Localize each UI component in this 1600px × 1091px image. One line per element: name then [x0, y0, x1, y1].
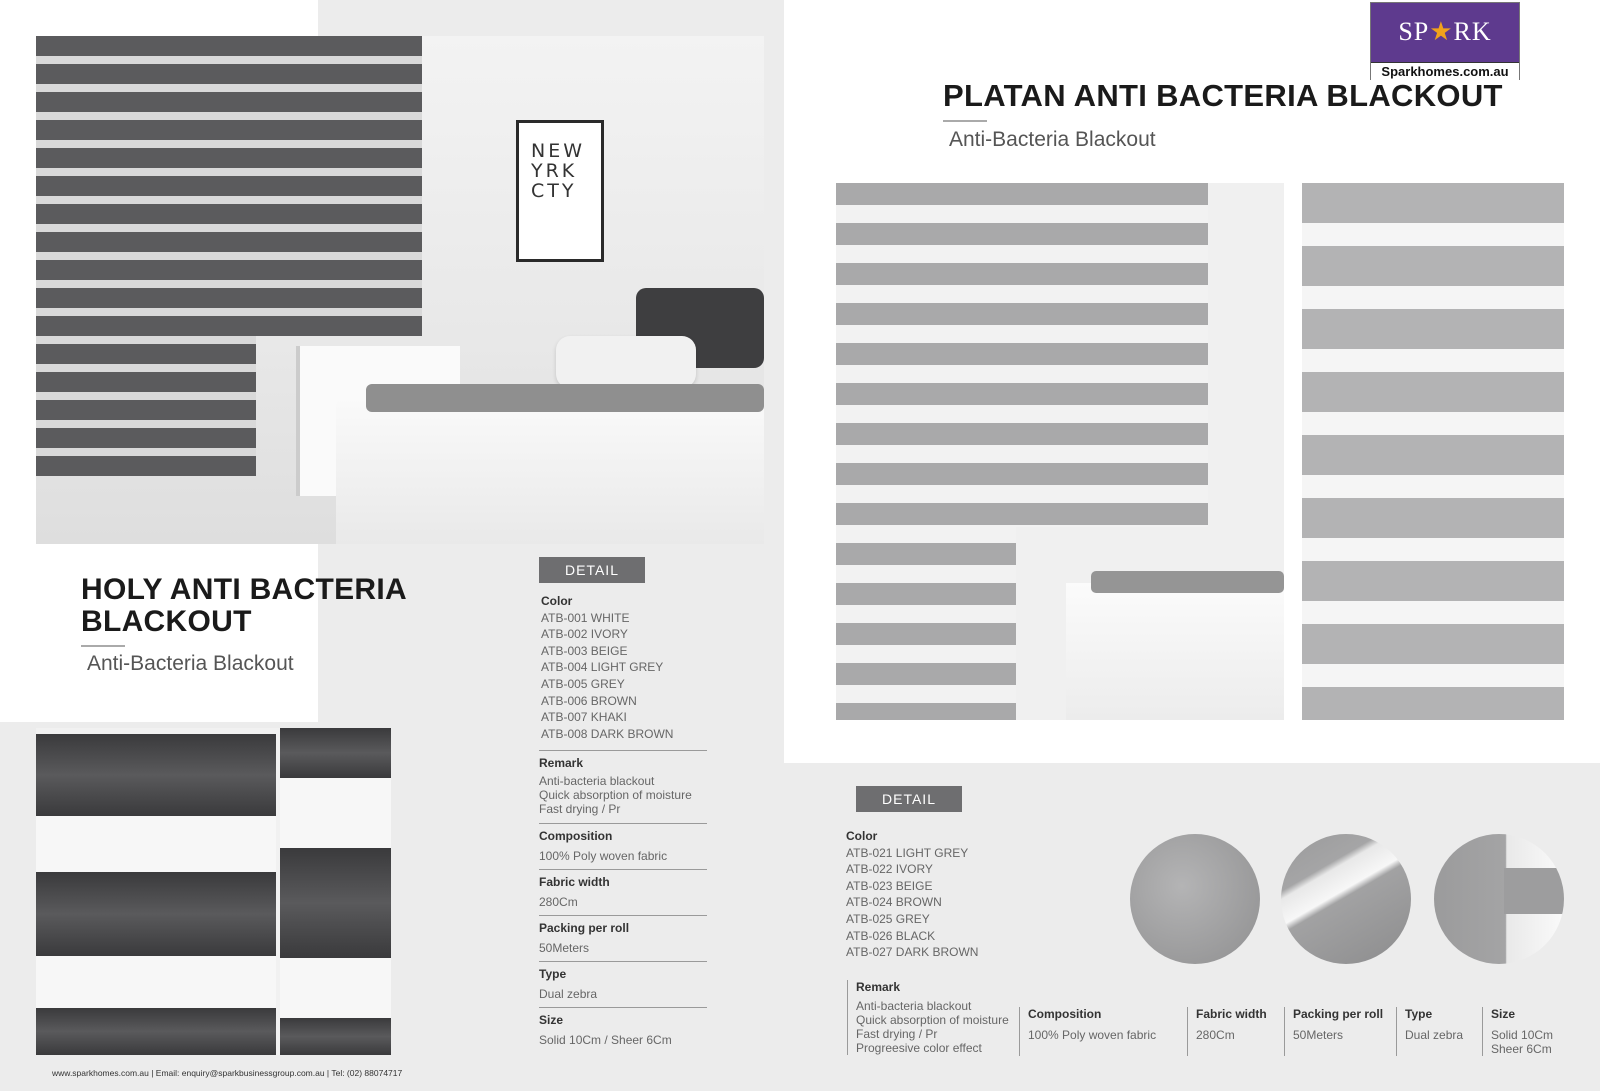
stripe-band: [1504, 868, 1564, 914]
holy-packing: Packing per roll 50Meters: [539, 915, 707, 955]
list-item: ATB-003 BEIGE: [541, 643, 628, 658]
logo-url: Sparkhomes.com.au: [1381, 64, 1509, 79]
platan-detail-badge: DETAIL: [856, 786, 962, 812]
dark-zebra-blind-left: [36, 36, 256, 476]
fabric-band: [36, 1008, 276, 1055]
fabric-band: [280, 1018, 391, 1055]
platan-bedroom-photo: [836, 183, 1284, 720]
bed: [336, 396, 764, 544]
fabric-band: [36, 956, 276, 1008]
list-item: ATB-006 BROWN: [541, 693, 637, 708]
fabric-band: [280, 728, 391, 778]
list-item: ATB-007 KHAKI: [541, 710, 627, 725]
footer-contact: www.sparkhomes.com.au | Email: enquiry@sparkbusinessgroup.com.au | Tel: (02) 88074717: [52, 1068, 403, 1078]
bed-throw: [1091, 571, 1284, 593]
fabric-band: [280, 778, 391, 848]
list-item: ATB-021 LIGHT GREY: [846, 845, 969, 860]
bed: [1066, 583, 1284, 720]
platan-size: Size Solid 10Cm Sheer 6Cm: [1482, 1007, 1553, 1056]
list-item: ATB-027 DARK BROWN: [846, 945, 979, 960]
fabric-band: [280, 958, 391, 1018]
holy-bedroom-photo: [36, 36, 764, 544]
list-item: ATB-023 BEIGE: [846, 878, 933, 893]
list-item: ATB-022 IVORY: [846, 862, 933, 877]
fabric-band: [36, 816, 276, 872]
fabric-swatch-solid: [1130, 834, 1260, 964]
fabric-band: [36, 734, 276, 816]
holy-type: Type Dual zebra: [539, 961, 707, 1001]
list-item: ATB-002 IVORY: [541, 627, 628, 642]
holy-color-list: Color ATB-001 WHITE ATB-002 IVORY ATB-003 BEIGE ATB-004 LIGHT GREY ATB-005 GREY ATB-006 BROWN ATB-007 KHAKI ATB-008 DARK BROWN: [541, 594, 674, 741]
platan-subtitle: Anti-Bacteria Blackout: [949, 128, 1156, 151]
platan-color-list: Color ATB-021 LIGHT GREY ATB-022 IVORY ATB-023 BEIGE ATB-024 BROWN ATB-025 GREY ATB-026 BLACK ATB-027 DARK BROWN: [846, 829, 979, 960]
bed-throw: [366, 384, 764, 412]
star-icon: ★: [1429, 17, 1454, 46]
spark-logo[interactable]: [1370, 2, 1520, 80]
holy-detail-badge: DETAIL: [539, 557, 645, 583]
list-item: ATB-026 BLACK: [846, 928, 936, 943]
platan-packing: Packing per roll 50Meters: [1284, 1007, 1383, 1056]
platan-closeup-photo: [1302, 183, 1564, 720]
holy-size: Size Solid 10Cm / Sheer 6Cm: [539, 1007, 707, 1047]
platan-composition: Composition 100% Poly woven fabric: [1019, 1007, 1156, 1056]
platan-remark: Remark Anti-bacteria blackout Quick absorption of moisture Fast drying / Pr Progreesive color effect: [847, 980, 1009, 1055]
light-zebra-blind-right: [1012, 183, 1208, 527]
light-pillow: [556, 336, 696, 388]
fabric-swatch-stripe: [1434, 834, 1564, 964]
logo-band: [1371, 3, 1519, 62]
title-underline: [943, 120, 987, 122]
list-item: ATB-008 DARK BROWN: [541, 726, 674, 741]
light-zebra-blind-left: [836, 183, 1016, 720]
list-item: ATB-004 LIGHT GREY: [541, 660, 664, 675]
logo-wordmark: SP★RK: [1398, 17, 1492, 46]
fabric-band: [36, 872, 276, 956]
fabric-band: [280, 848, 391, 958]
platan-title: PLATAN ANTI BACTERIA BLACKOUT: [943, 78, 1503, 113]
holy-composition: Composition 100% Poly woven fabric: [539, 823, 707, 863]
list-item: ATB-025 GREY: [846, 911, 930, 926]
title-underline: [81, 645, 125, 647]
list-item: ATB-005 GREY: [541, 676, 625, 691]
fabric-swatch-texture: [1281, 834, 1411, 964]
poster-text: NEW YRK CTY: [531, 140, 586, 202]
poster-frame: [516, 120, 604, 262]
holy-remark: Remark Anti-bacteria blackout Quick absorption of moisture Fast drying / Pr: [539, 750, 707, 816]
list-item: ATB-001 WHITE: [541, 610, 630, 625]
holy-fabric-closeup-photo: [36, 728, 391, 1055]
holy-fabric-width: Fabric width 280Cm: [539, 869, 707, 909]
dark-zebra-blind-right: [252, 36, 422, 336]
list-item: ATB-024 BROWN: [846, 895, 942, 910]
holy-title: HOLY ANTI BACTERIA BLACKOUT: [81, 573, 407, 638]
platan-type: Type Dual zebra: [1396, 1007, 1463, 1056]
platan-fabric-width: Fabric width 280Cm: [1187, 1007, 1267, 1056]
holy-subtitle: Anti-Bacteria Blackout: [87, 652, 294, 675]
